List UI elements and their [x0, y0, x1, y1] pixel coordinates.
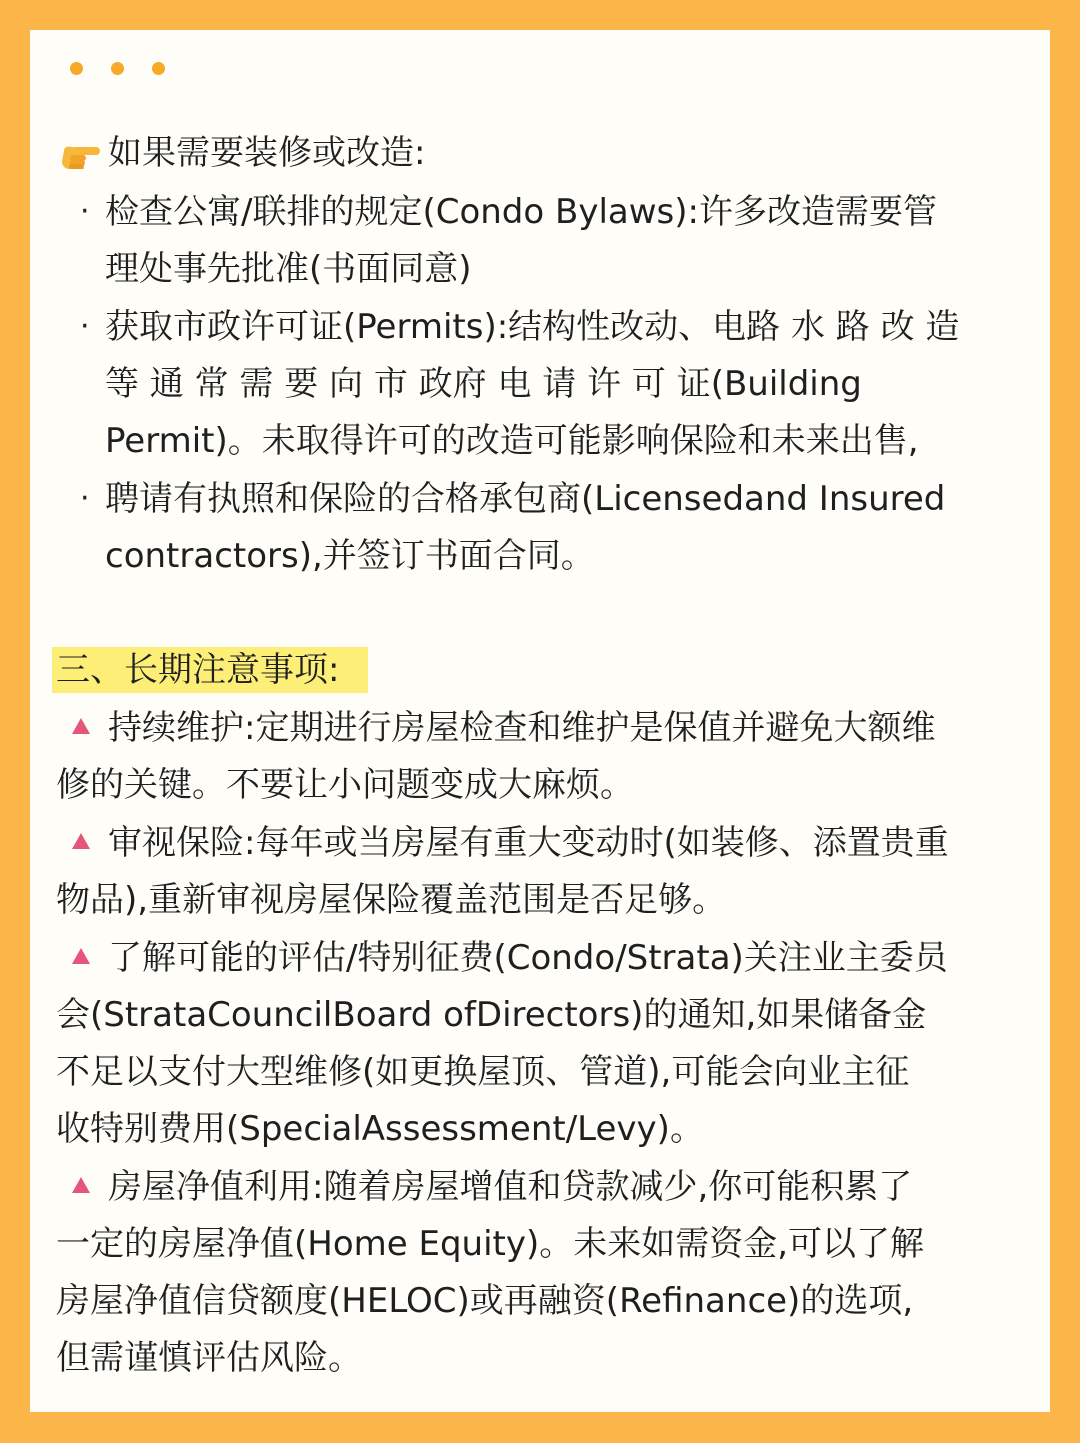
- bullet-dot-icon: ·: [80, 481, 90, 516]
- bullet-dot-icon: ·: [80, 194, 90, 229]
- renovation-heading: 如果需要装修或改造:: [108, 133, 426, 173]
- paragraph-line: 修的关键。不要让小问题变成大麻烦。: [56, 765, 634, 805]
- bullet-dot-icon: ·: [80, 309, 90, 344]
- paragraph-line: 会(StrataCouncilBoard ofDirectors)的通知,如果储备金: [56, 995, 927, 1035]
- paragraph-line: 房屋净值利用:随着房屋增值和贷款减少,你可能积累了: [108, 1167, 913, 1207]
- paragraph-line: 持续维护:定期进行房屋检查和维护是保值并避免大额维: [108, 708, 936, 748]
- pointing-hand-icon: [58, 137, 102, 173]
- red-triangle-icon: [72, 833, 90, 849]
- paragraph-line: 物品),重新审视房屋保险覆盖范围是否足够。: [56, 880, 727, 920]
- red-triangle-icon: [72, 948, 90, 964]
- paragraph-line: 一定的房屋净值(Home Equity)。未来如需资金,可以了解: [56, 1224, 925, 1264]
- bullet-text-line: 等 通 常 需 要 向 市 政府 电 请 许 可 证(Building: [105, 364, 862, 404]
- bullet-text-line: contractors),并签订书面合同。: [105, 536, 595, 576]
- paragraph-line: 了解可能的评估/特别征费(Condo/Strata)关注业主委员: [108, 938, 948, 978]
- bullet-text-line: 理处事先批准(书面同意): [105, 249, 472, 289]
- bullet-text-line: 获取市政许可证(Permits):结构性改动、电路 水 路 改 造: [105, 307, 960, 347]
- red-triangle-icon: [72, 1177, 90, 1193]
- paragraph-line: 但需谨慎评估风险。: [56, 1338, 362, 1378]
- content-card: [30, 30, 1050, 1412]
- bullet-text-line: 聘请有执照和保险的合格承包商(Licensedand Insured: [105, 479, 946, 519]
- long-term-heading: 三、长期注意事项:: [56, 650, 340, 690]
- paragraph-line: 房屋净值信贷额度(HELOC)或再融资(Refinance)的选项,: [56, 1281, 914, 1321]
- paragraph-line: 收特别费用(SpecialAssessment/Levy)。: [56, 1109, 704, 1149]
- paragraph-line: 审视保险:每年或当房屋有重大变动时(如装修、添置贵重: [108, 823, 949, 863]
- bullet-text-line: Permit)。未取得许可的改造可能影响保险和未来出售,: [105, 421, 919, 461]
- article-body: [30, 30, 1050, 1412]
- bullet-text-line: 检查公寓/联排的规定(Condo Bylaws):许多改造需要管: [105, 192, 937, 232]
- red-triangle-icon: [72, 718, 90, 734]
- paragraph-line: 不足以支付大型维修(如更换屋顶、管道),可能会向业主征: [56, 1052, 910, 1092]
